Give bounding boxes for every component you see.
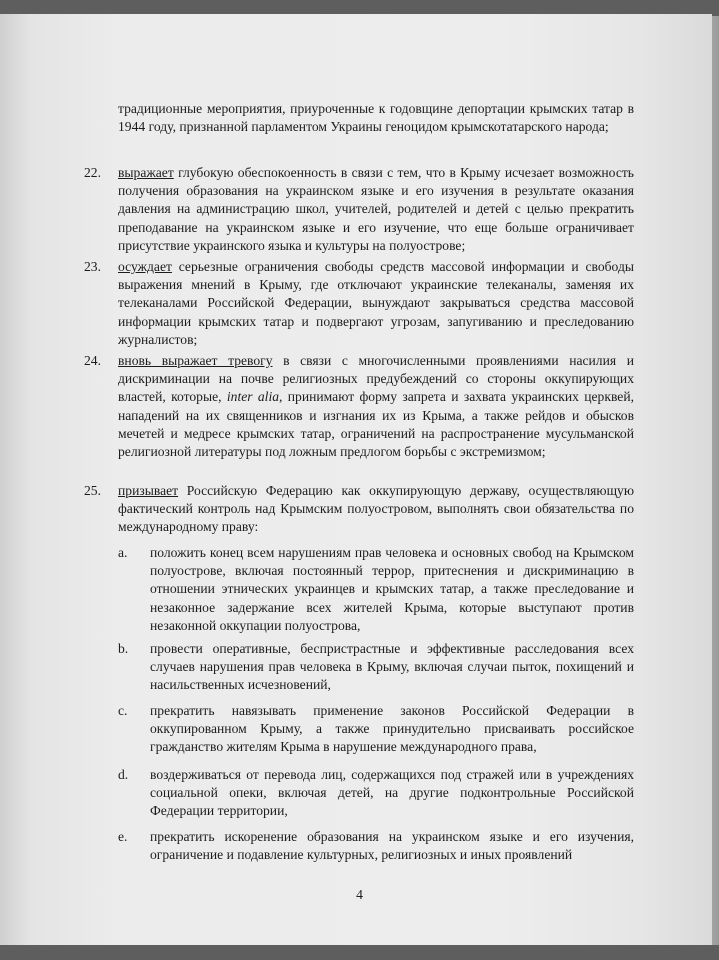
paragraph-23 [118, 258, 634, 349]
item-letter-c: c. [118, 703, 128, 718]
paragraph-22-keyword: выражает [118, 165, 174, 180]
paragraph-25-text: Российскую Федерацию как оккупирующую державу, осуществляющую фактический контроль над Крымским полуостровом, выполнять свои обязательства по международному праву: [118, 483, 634, 535]
item-letter-e: e. [118, 829, 128, 844]
paragraph-24-italic: inter alia [226, 389, 280, 405]
paragraph-24 [118, 352, 634, 461]
paragraph-number-22: 22. [84, 165, 101, 180]
paragraph-23-text: серьезные ограничения свободы средств массовой информации и свободы выражения мнений в Крыму, где отключают украинские телеканалы, заменяя их телеканалами Российской Федерации, вынуждают закрываться средства массовой информации крымских татар и подвергают угрозам, запугиванию и преследованию журналистов; [118, 259, 634, 347]
paragraph-24-keyword: вновь выражает тревогу [118, 353, 273, 368]
bottom-dark-border [0, 945, 719, 960]
paragraph-number-24: 24. [84, 353, 101, 368]
item-e-text: прекратить искоренение образования на украинском языке и его изучения, ограничение и подавление культурных, религиозных и иных проявлений [150, 829, 634, 863]
paragraph-number-23: 23. [84, 259, 101, 274]
intro-paragraph: традиционные мероприятия, приуроченные к годовщине депортации крымских татар в 1944 году, признанной парламентом Украины геноцидом крымскотатарского народа; [118, 101, 634, 135]
item-c-text: прекратить навязывать применение законов Российской Федерации в оккупированном Крыму, а также принудительно присваивать российское гражданство жителям Крыма в нарушение международного права, [150, 703, 634, 755]
paragraph-24-text-a: в связи с многочисленными проявлениями насилия и дискриминации на почве религиозных предубеждений со стороны оккупирующих властей, которые, [118, 353, 634, 405]
page-number: 4 [356, 887, 363, 902]
paragraph-23-keyword: осуждает [118, 259, 172, 274]
paragraph-22-text: глубокую обеспокоенность в связи с тем, что в Крыму исчезает возможность получения образования на украинском языке и его изучения в результате оказания давления на администрацию школ, учителей, родителей и детей с целью прекратить преподавание на украинском языке и его изучение, что еще больше ограничивает присутствие украинского языка и культуры на полуострове; [118, 165, 634, 253]
item-d-text: воздерживаться от перевода лиц, содержащихся под стражей или в учреждениях социальной опеки, включая детей, на другие подконтрольные Российской Федерации территории, [150, 767, 634, 819]
paragraph-24-text-b: , принимают форму запрета и захвата украинских церквей, нападений на их священников и изгнания их из Крыма, а также рейдов и обысков мечетей и медресе крымских татар, ограничений на распространение мусульманской религиозной литературы под ложным предлогом борьбы с экстремизмом; [118, 389, 634, 460]
paragraph-number-25: 25. [84, 483, 101, 498]
item-b-text: провести оперативные, беспристрастные и эффективные расследования всех случаев нарушения прав человека в Крыму, включая случаи пыток, похищений и насильственных исчезновений, [150, 641, 634, 693]
item-letter-a: a. [118, 545, 128, 560]
paragraph-25 [118, 482, 634, 537]
item-letter-d: d. [118, 767, 129, 782]
paragraph-25-keyword: призывает [118, 483, 179, 498]
paragraph-22 [118, 164, 634, 255]
item-a-text: положить конец всем нарушениям прав человека и основных свобод на Крымском полуострове, включая постоянный террор, притеснения и дискриминацию в отношении этнических украинцев и крымских татар, а также преследование и незаконное задержание всех жителей Крыма, которые выступают против незаконной оккупации полуострова, [150, 545, 634, 633]
item-letter-b: b. [118, 641, 129, 656]
